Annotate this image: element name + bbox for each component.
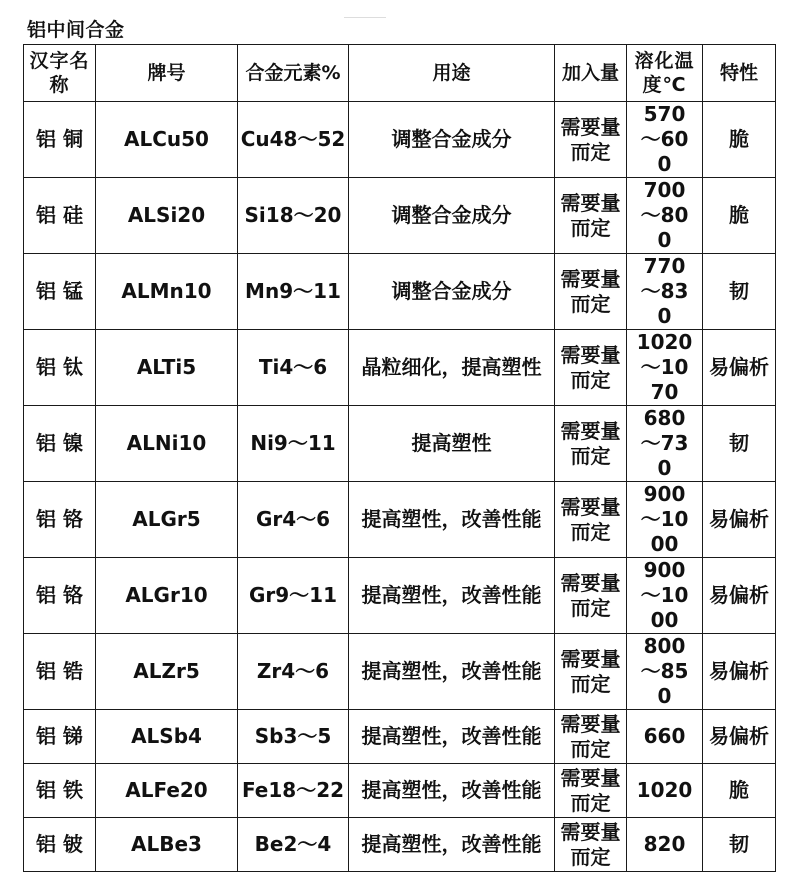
cell-name: 铝 锆	[24, 634, 96, 710]
cell-melt-point: 570～600	[627, 102, 703, 178]
header-composition: 合金元素%	[238, 45, 349, 102]
page-title: 铝中间合金	[27, 19, 125, 41]
cell-property: 易偏析	[703, 634, 776, 710]
cell-composition: Ti4～6	[238, 330, 349, 406]
table-row	[24, 178, 776, 254]
cell-use: 提高塑性，改善性能	[349, 634, 555, 710]
cell-addition: 需要量而定	[555, 558, 627, 634]
cell-composition: Mn9～11	[238, 254, 349, 330]
cell-property: 脆	[703, 102, 776, 178]
table-row	[24, 102, 776, 178]
cell-grade: ALMn10	[96, 254, 238, 330]
cell-use: 调整合金成分	[349, 254, 555, 330]
cell-grade: ALGr5	[96, 482, 238, 558]
cell-composition: Si18～20	[238, 178, 349, 254]
cell-name: 铝 铬	[24, 482, 96, 558]
cell-addition: 需要量而定	[555, 330, 627, 406]
header-property: 特性	[703, 45, 776, 102]
cell-composition: Be2～4	[238, 818, 349, 872]
table-row	[24, 764, 776, 818]
cell-property: 易偏析	[703, 330, 776, 406]
cell-use: 提高塑性	[349, 406, 555, 482]
cell-melt-point: 680～730	[627, 406, 703, 482]
cell-addition: 需要量而定	[555, 178, 627, 254]
cell-composition: Cu48～52	[238, 102, 349, 178]
cell-melt-point: 820	[627, 818, 703, 872]
cell-addition: 需要量而定	[555, 634, 627, 710]
cell-addition: 需要量而定	[555, 818, 627, 872]
cell-use: 提高塑性，改善性能	[349, 764, 555, 818]
cell-composition: Gr9～11	[238, 558, 349, 634]
cell-name: 铝 钛	[24, 330, 96, 406]
cell-grade: ALSb4	[96, 710, 238, 764]
cell-use: 提高塑性，改善性能	[349, 558, 555, 634]
cell-name: 铝 锰	[24, 254, 96, 330]
cell-grade: ALNi10	[96, 406, 238, 482]
cell-melt-point: 700～800	[627, 178, 703, 254]
cell-use: 提高塑性，改善性能	[349, 482, 555, 558]
cell-addition: 需要量而定	[555, 764, 627, 818]
table-row	[24, 634, 776, 710]
cell-use: 调整合金成分	[349, 102, 555, 178]
header-grade: 牌号	[96, 45, 238, 102]
table-row	[24, 818, 776, 872]
cell-grade: ALGr10	[96, 558, 238, 634]
cell-name: 铝 铜	[24, 102, 96, 178]
cell-grade: ALZr5	[96, 634, 238, 710]
cell-property: 易偏析	[703, 482, 776, 558]
cell-grade: ALSi20	[96, 178, 238, 254]
cell-addition: 需要量而定	[555, 482, 627, 558]
header-row	[24, 45, 776, 102]
header-addition: 加入量	[555, 45, 627, 102]
cell-property: 韧	[703, 818, 776, 872]
cell-melt-point: 770～830	[627, 254, 703, 330]
cell-composition: Sb3～5	[238, 710, 349, 764]
table-row	[24, 254, 776, 330]
cell-name: 铝 铍	[24, 818, 96, 872]
cell-addition: 需要量而定	[555, 102, 627, 178]
cell-melt-point: 900～1000	[627, 482, 703, 558]
cell-composition: Fe18～22	[238, 764, 349, 818]
cell-name: 铝 锑	[24, 710, 96, 764]
cell-property: 易偏析	[703, 558, 776, 634]
cell-property: 易偏析	[703, 710, 776, 764]
header-melt-point: 溶化温度℃	[627, 45, 703, 102]
cell-property: 脆	[703, 178, 776, 254]
cell-composition: Zr4～6	[238, 634, 349, 710]
cell-grade: ALFe20	[96, 764, 238, 818]
decorative-line	[344, 17, 386, 18]
cell-addition: 需要量而定	[555, 710, 627, 764]
cell-name: 铝 铁	[24, 764, 96, 818]
table-row	[24, 710, 776, 764]
table-row	[24, 482, 776, 558]
cell-use: 提高塑性，改善性能	[349, 818, 555, 872]
cell-use: 晶粒细化，提高塑性	[349, 330, 555, 406]
cell-melt-point: 1020	[627, 764, 703, 818]
cell-name: 铝 铬	[24, 558, 96, 634]
table-row	[24, 406, 776, 482]
cell-grade: ALTi5	[96, 330, 238, 406]
cell-melt-point: 1020～1070	[627, 330, 703, 406]
table-row	[24, 330, 776, 406]
cell-name: 铝 硅	[24, 178, 96, 254]
header-use: 用途	[349, 45, 555, 102]
cell-melt-point: 660	[627, 710, 703, 764]
cell-property: 脆	[703, 764, 776, 818]
cell-melt-point: 800～850	[627, 634, 703, 710]
table-row	[24, 558, 776, 634]
alloy-table	[23, 44, 776, 872]
cell-use: 调整合金成分	[349, 178, 555, 254]
cell-grade: ALCu50	[96, 102, 238, 178]
header-name: 汉字名称	[24, 45, 96, 102]
cell-use: 提高塑性，改善性能	[349, 710, 555, 764]
cell-composition: Ni9～11	[238, 406, 349, 482]
cell-grade: ALBe3	[96, 818, 238, 872]
cell-property: 韧	[703, 254, 776, 330]
cell-composition: Gr4～6	[238, 482, 349, 558]
cell-addition: 需要量而定	[555, 406, 627, 482]
cell-name: 铝 镍	[24, 406, 96, 482]
cell-property: 韧	[703, 406, 776, 482]
cell-addition: 需要量而定	[555, 254, 627, 330]
cell-melt-point: 900～1000	[627, 558, 703, 634]
